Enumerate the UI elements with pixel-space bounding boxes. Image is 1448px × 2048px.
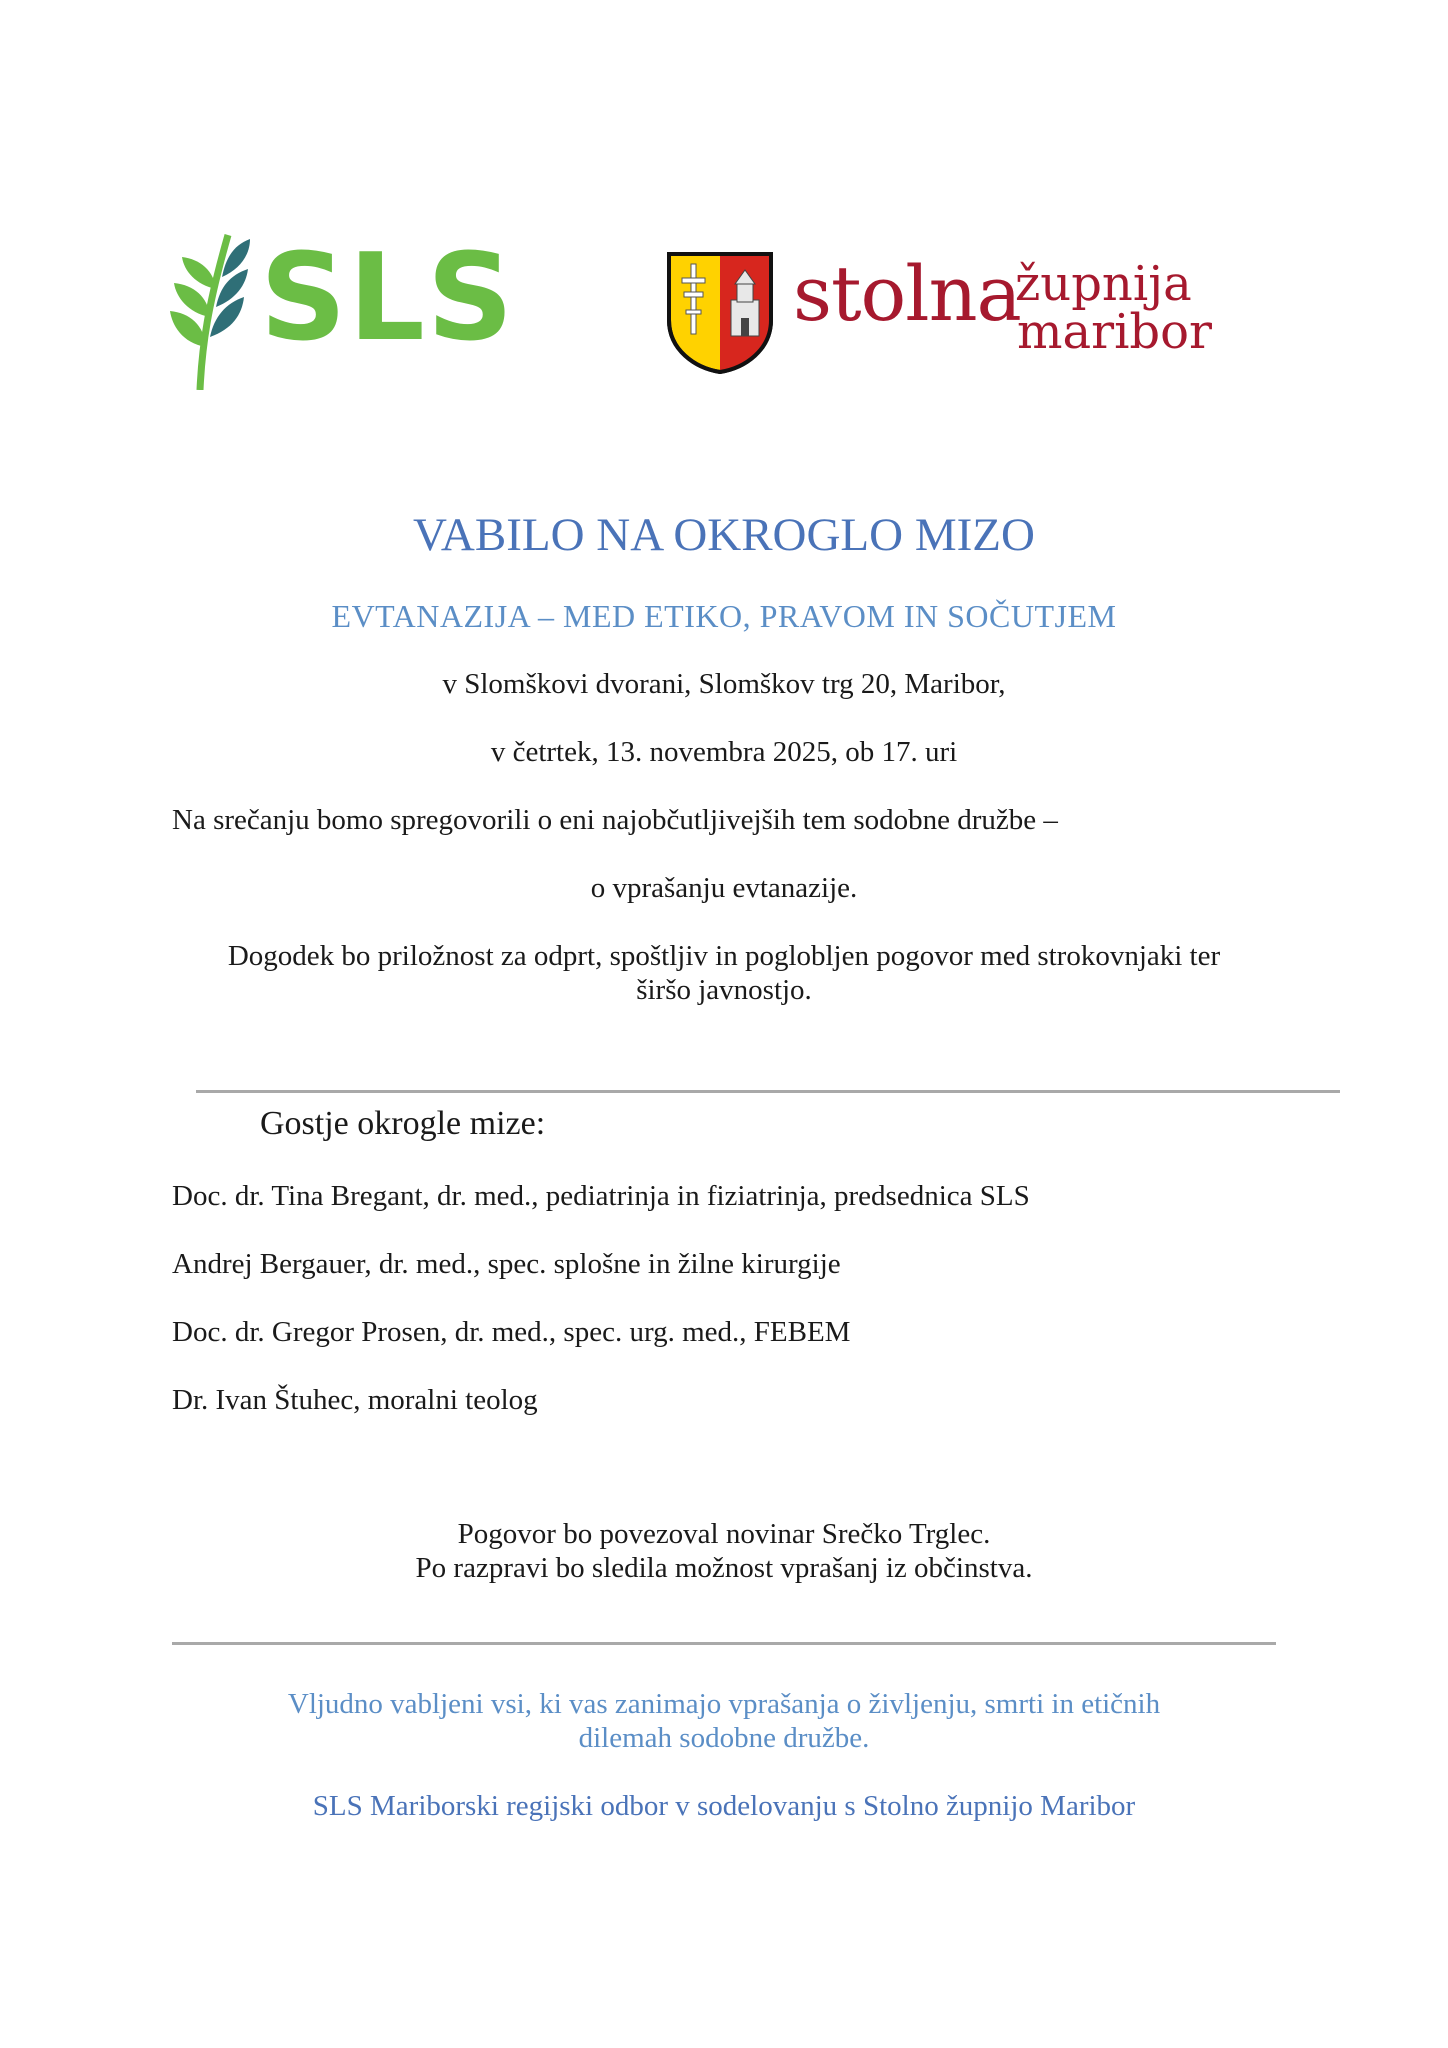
- page-subtitle: EVTANAZIJA – MED ETIKO, PRAVOM IN SOČUTJEM: [331, 598, 1117, 634]
- divider-top: [196, 1090, 1340, 1093]
- questions-line: Po razpravi bo sledila možnost vprašanj iz občinstva.: [415, 1552, 1033, 1584]
- page-title: VABILO NA OKROGLO MIZO: [413, 509, 1035, 561]
- moderator-line: Pogovor bo povezoval novinar Srečko Trglec.: [457, 1518, 991, 1550]
- sls-logo-text: SLS: [260, 229, 516, 368]
- guest-item: Andrej Bergauer, dr. med., spec. splošne in žilne kirurgije: [172, 1248, 841, 1280]
- intro-line-1: Na srečanju bomo spregovorili o eni najobčutljivejših tem sodobne družbe –: [172, 804, 1058, 836]
- parish-logo-word-zupnija: župnija: [1015, 256, 1192, 312]
- organizer-line: SLS Mariborski regijski odbor v sodelovanju s Stolno župnijo Maribor: [312, 1790, 1136, 1822]
- event-venue: v Slomškovi dvorani, Slomškov trg 20, Maribor,: [442, 668, 1006, 700]
- divider-bottom: [172, 1642, 1276, 1645]
- sls-logo: [170, 225, 540, 390]
- description-line-1: Dogodek bo priložnost za odprt, spoštljiv in poglobljen pogovor med strokovnjaki ter: [227, 940, 1221, 972]
- description-line-2: širšo javnostjo.: [636, 974, 812, 1006]
- parish-logo-word-stolna: stolna: [793, 249, 1021, 338]
- parish-coat-of-arms-icon: [665, 250, 775, 375]
- guests-heading: Gostje okrogle mize:: [260, 1105, 546, 1142]
- sls-leaf-icon: [170, 225, 260, 390]
- event-datetime: v četrtek, 13. novembra 2025, ob 17. uri: [490, 736, 958, 768]
- intro-line-2: o vprašanju evtanazije.: [590, 872, 858, 904]
- guest-item: Doc. dr. Gregor Prosen, dr. med., spec. urg. med., FEBEM: [172, 1316, 851, 1348]
- parish-logo: [665, 250, 1225, 375]
- guest-item: Doc. dr. Tina Bregant, dr. med., pediatrinja in fiziatrinja, predsednica SLS: [172, 1180, 1030, 1212]
- parish-logo-word-maribor: maribor: [1017, 304, 1212, 360]
- guest-item: Dr. Ivan Štuhec, moralni teolog: [172, 1384, 538, 1416]
- invitation-line-2: dilemah sodobne družbe.: [578, 1722, 870, 1754]
- invitation-line-1: Vljudno vabljeni vsi, ki vas zanimajo vprašanja o življenju, smrti in etičnih: [287, 1688, 1161, 1720]
